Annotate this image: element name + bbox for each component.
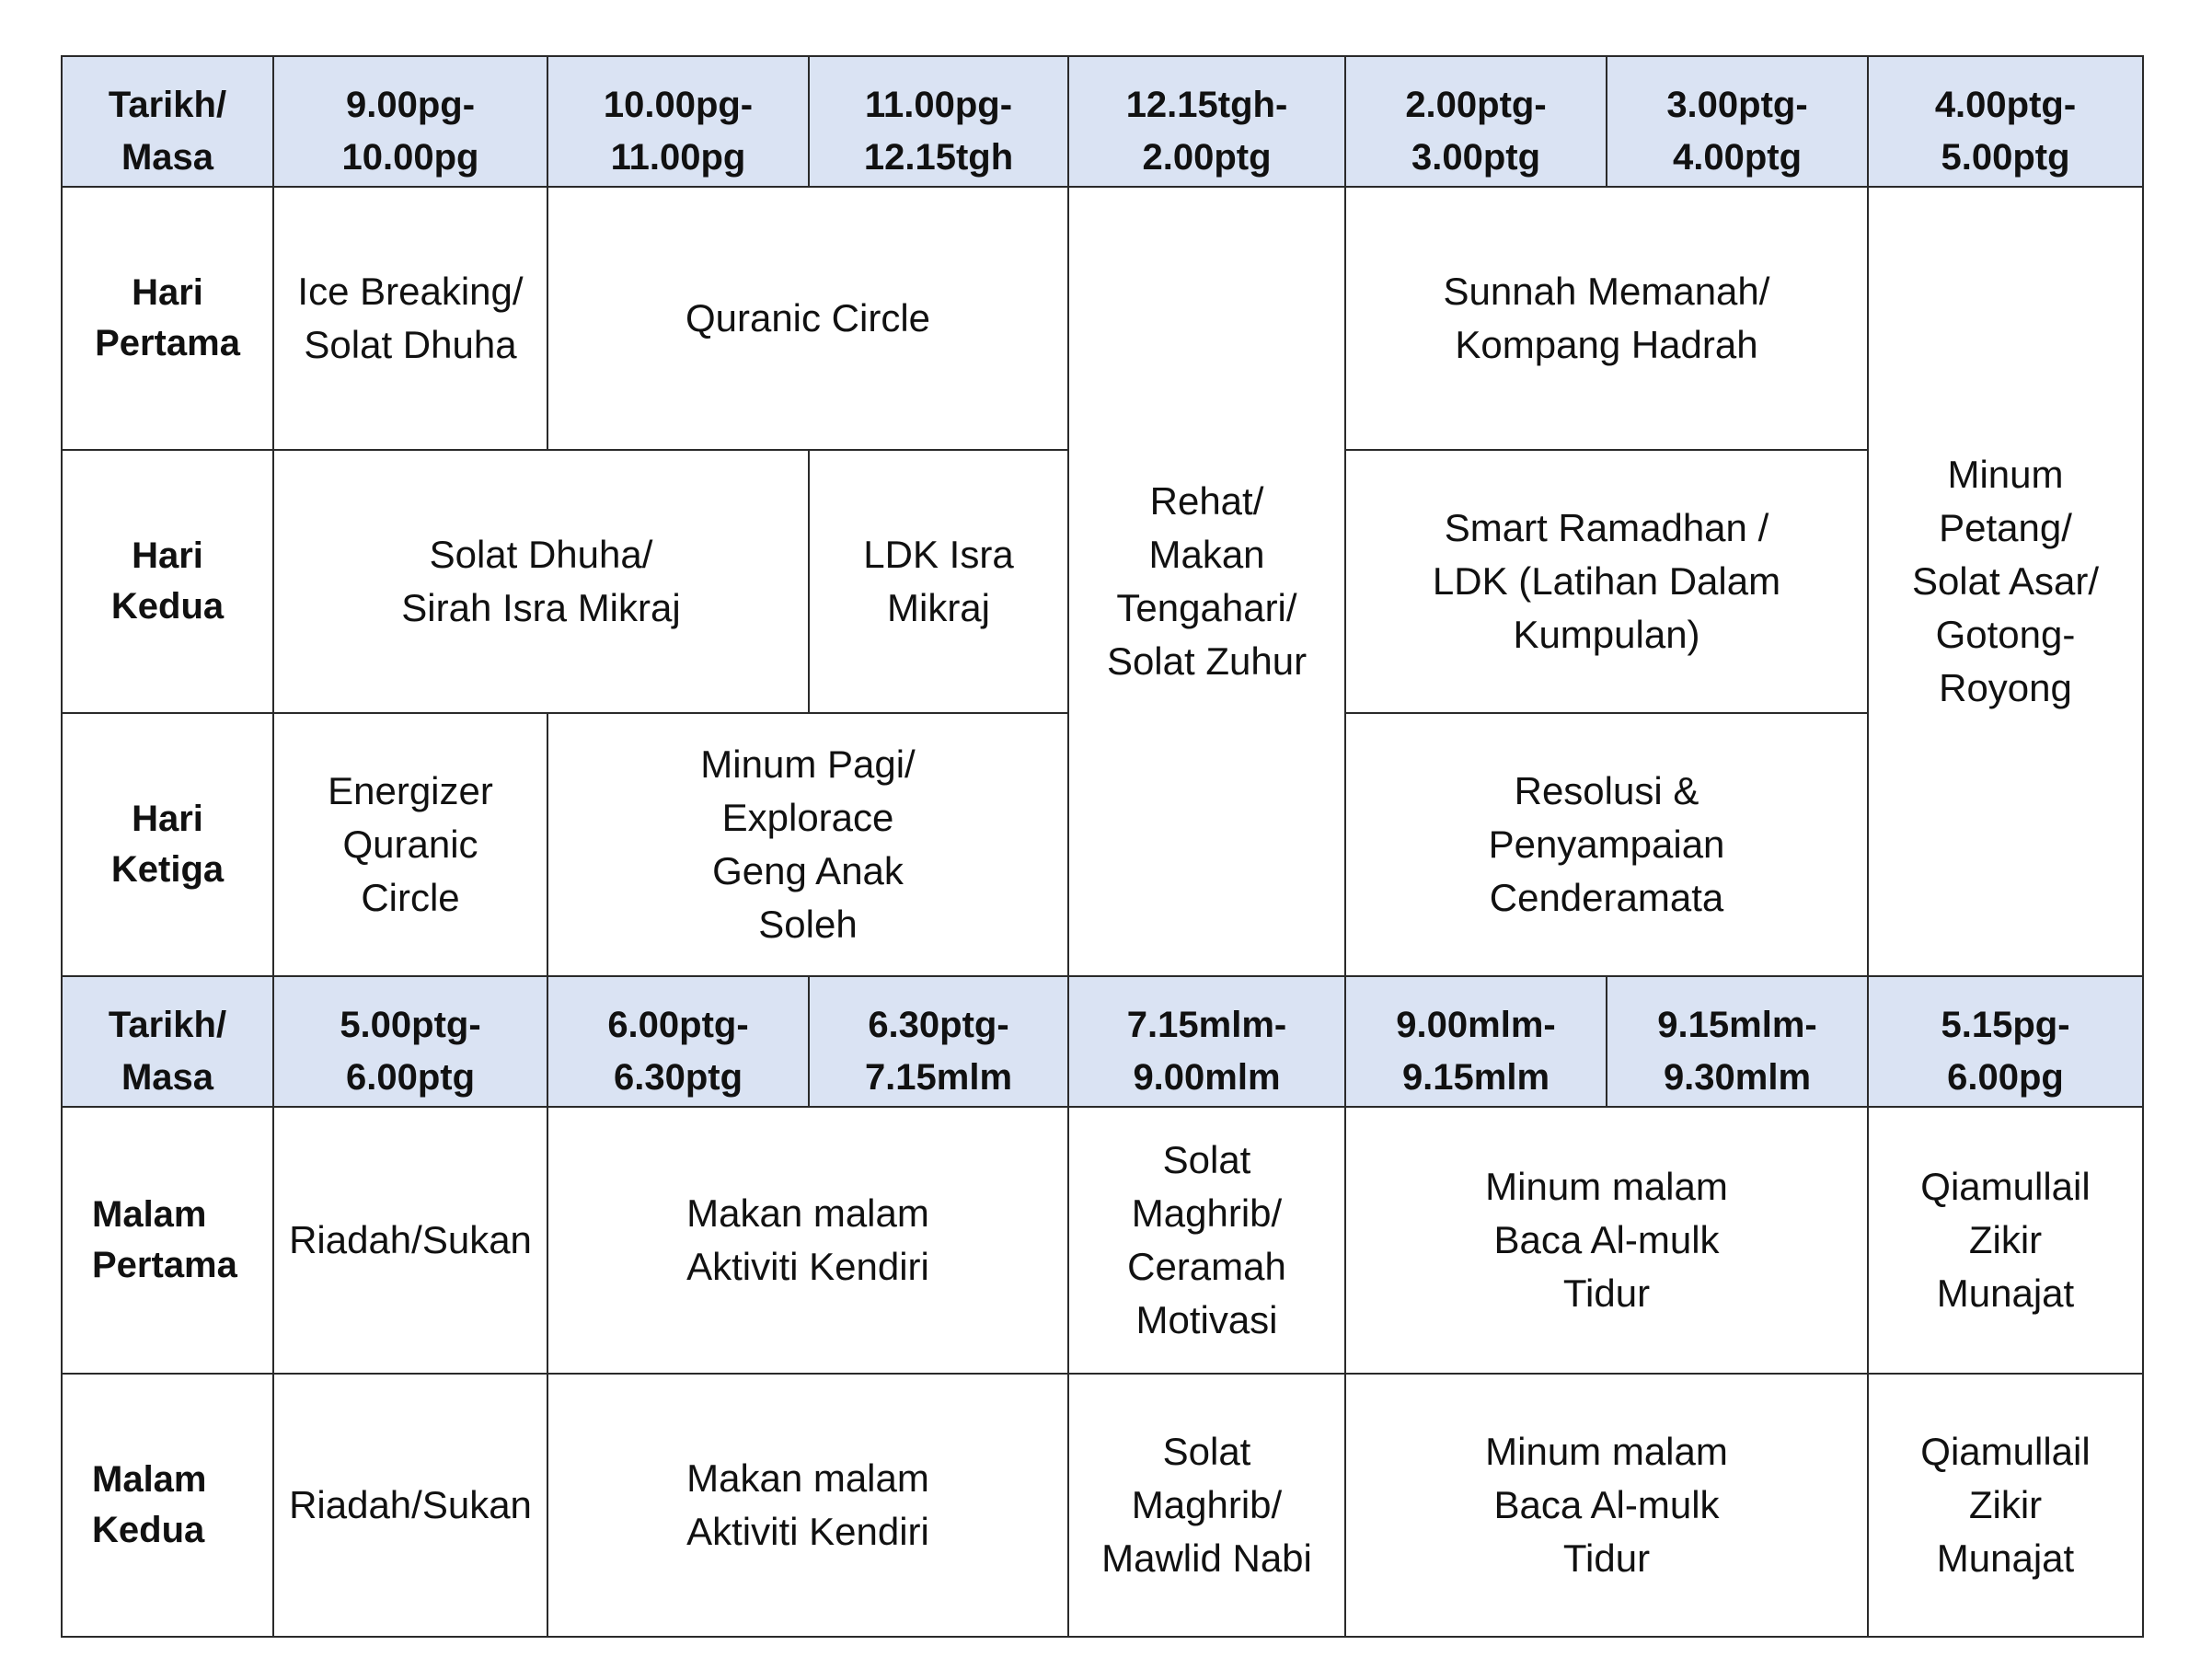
header-slot: 2.00ptg- 3.00ptg xyxy=(1345,56,1607,187)
cell-minum-malam: Minum malam Baca Al-mulk Tidur xyxy=(1345,1374,1868,1637)
row-label-hari-ketiga: Hari Ketiga xyxy=(62,713,273,976)
header-slot: 4.00ptg- 5.00ptg xyxy=(1868,56,2143,187)
cell-solat-dhuha: Solat Dhuha/ Sirah Isra Mikraj xyxy=(273,450,809,713)
header-slot: 9.00mlm- 9.15mlm xyxy=(1345,976,1607,1107)
row-label-malam-pertama: Malam Pertama xyxy=(62,1107,273,1374)
cell-makan-malam: Makan malam Aktiviti Kendiri xyxy=(547,1374,1068,1637)
header-corner: Tarikh/ Masa xyxy=(62,56,273,187)
cell-minum-malam: Minum malam Baca Al-mulk Tidur xyxy=(1345,1107,1868,1374)
header-slot: 12.15tgh- 2.00ptg xyxy=(1068,56,1345,187)
header-slot: 9.00pg- 10.00pg xyxy=(273,56,547,187)
cell-ldk-isra-mikraj: LDK Isra Mikraj xyxy=(809,450,1068,713)
row-label-hari-pertama: Hari Pertama xyxy=(62,187,273,450)
cell-smart-ramadhan: Smart Ramadhan / LDK (Latihan Dalam Kumpulan) xyxy=(1345,450,1868,713)
schedule-table xyxy=(61,55,2144,1638)
cell-minum-petang: Minum Petang/ Solat Asar/ Gotong- Royong xyxy=(1868,187,2143,976)
header-slot: 7.15mlm- 9.00mlm xyxy=(1068,976,1345,1107)
header-slot: 10.00pg- 11.00pg xyxy=(547,56,809,187)
cell-sunnah-memanah: Sunnah Memanah/ Kompang Hadrah xyxy=(1345,187,1868,450)
cell-resolusi: Resolusi & Penyampaian Cenderamata xyxy=(1345,713,1868,976)
day-header-row xyxy=(62,56,2143,187)
cell-qiamullail: Qiamullail Zikir Munajat xyxy=(1868,1107,2143,1374)
cell-ice-breaking: Ice Breaking/ Solat Dhuha xyxy=(273,187,547,450)
cell-minum-pagi: Minum Pagi/ Explorace Geng Anak Soleh xyxy=(547,713,1068,976)
header-slot: 11.00pg- 12.15tgh xyxy=(809,56,1068,187)
cell-rehat: Rehat/ Makan Tengahari/ Solat Zuhur xyxy=(1068,187,1345,976)
cell-quranic-circle: Quranic Circle xyxy=(547,187,1068,450)
header-slot: 9.15mlm- 9.30mlm xyxy=(1607,976,1868,1107)
cell-riadah: Riadah/Sukan xyxy=(273,1107,547,1374)
header-slot: 6.30ptg- 7.15mlm xyxy=(809,976,1068,1107)
cell-solat-maghrib: Solat Maghrib/ Mawlid Nabi xyxy=(1068,1374,1345,1637)
row-malam-kedua xyxy=(62,1374,2143,1637)
row-hari-pertama xyxy=(62,187,2143,450)
cell-makan-malam: Makan malam Aktiviti Kendiri xyxy=(547,1107,1068,1374)
header-slot: 5.00ptg- 6.00ptg xyxy=(273,976,547,1107)
cell-qiamullail: Qiamullail Zikir Munajat xyxy=(1868,1374,2143,1637)
header-slot: 5.15pg- 6.00pg xyxy=(1868,976,2143,1107)
row-malam-pertama xyxy=(62,1107,2143,1374)
header-slot: 6.00ptg- 6.30ptg xyxy=(547,976,809,1107)
cell-energizer: Energizer Quranic Circle xyxy=(273,713,547,976)
header-corner: Tarikh/ Masa xyxy=(62,976,273,1107)
header-slot: 3.00ptg- 4.00ptg xyxy=(1607,56,1868,187)
row-label-malam-kedua: Malam Kedua xyxy=(62,1374,273,1637)
cell-solat-maghrib: Solat Maghrib/ Ceramah Motivasi xyxy=(1068,1107,1345,1374)
night-header-row xyxy=(62,976,2143,1107)
cell-riadah: Riadah/Sukan xyxy=(273,1374,547,1637)
row-label-hari-kedua: Hari Kedua xyxy=(62,450,273,713)
